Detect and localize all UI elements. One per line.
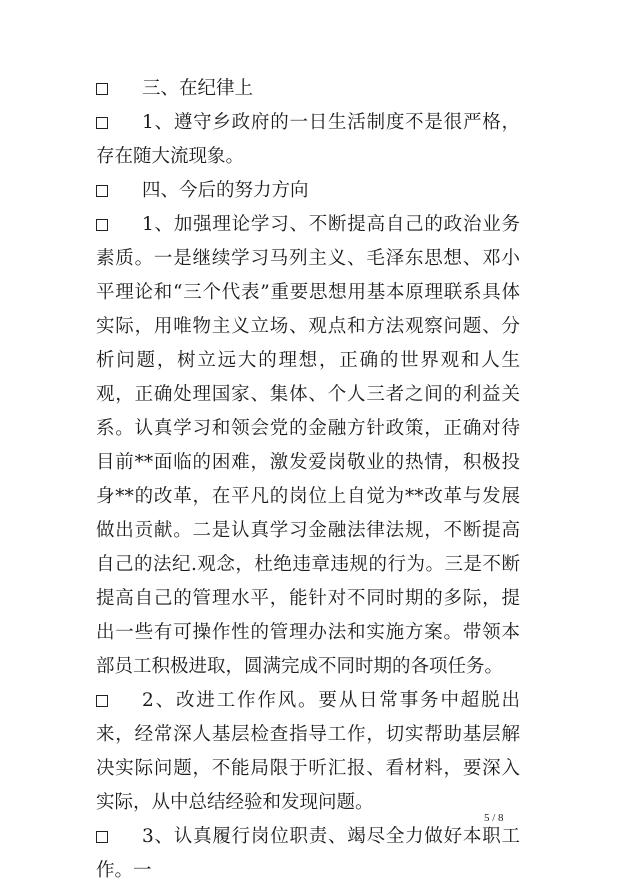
page-number: 5 / 8 [484,812,504,824]
paragraph [96,208,520,684]
paragraph-text: 三、在纪律上 [142,78,254,99]
checkbox-icon [96,831,108,843]
checkbox-icon [96,695,108,707]
paragraph [96,72,520,106]
paragraph-text: 1、加强理论学习、不断提高自己的政治业务素质。一是继续学习马列主义、毛泽东思想、邓小平理论和“三个代表”重要思想用基本原理联系具体实际，用唯物主义立场、观点和方法观察问题、分析问题，树立远大的理想，正确的世界观和人生观，正确处理国家、集体、个人三者之间的利益关系。认真学习和领会党的金融方针政策，正确对待目前**面临的困难，激发爱岗敬业的热情，积极投身**的改革，在平凡的岗位上自觉为**改革与发展做出贡献。二是认真学习金融法律法规，不断提高自己的法纪.观念，杜绝违章违规的行为。三是不断提高自己的管理水平，能针对不同时期的多际，提出一些有可操作性的管理办法和实施方案。带领本部员工积极进取，圆满完成不同时期的各项任务。 [96,214,520,677]
paragraph [96,174,520,208]
checkbox-icon [96,117,108,129]
paragraph-text: 1、遵守乡政府的一日生活制度不是很严格，存在随大流现象。 [96,112,520,167]
checkbox-icon [96,83,108,95]
document-body [96,72,520,888]
paragraph [96,106,520,174]
paragraph-text: 四、今后的努力方向 [142,180,309,201]
checkbox-icon [96,185,108,197]
paragraph [96,820,520,888]
paragraph [96,684,520,820]
paragraph-text: 2、改进工作作风。要从日常事务中超脱出来，经常深人基层检查指导工作，切实帮助基层解决实际问题，不能局限于听汇报、看材料，要深入实际，从中总结经验和发现问题。 [96,690,520,813]
paragraph-text: 3、认真履行岗位职责、竭尽全力做好本职工作。一 [96,826,520,881]
checkbox-icon [96,219,108,231]
